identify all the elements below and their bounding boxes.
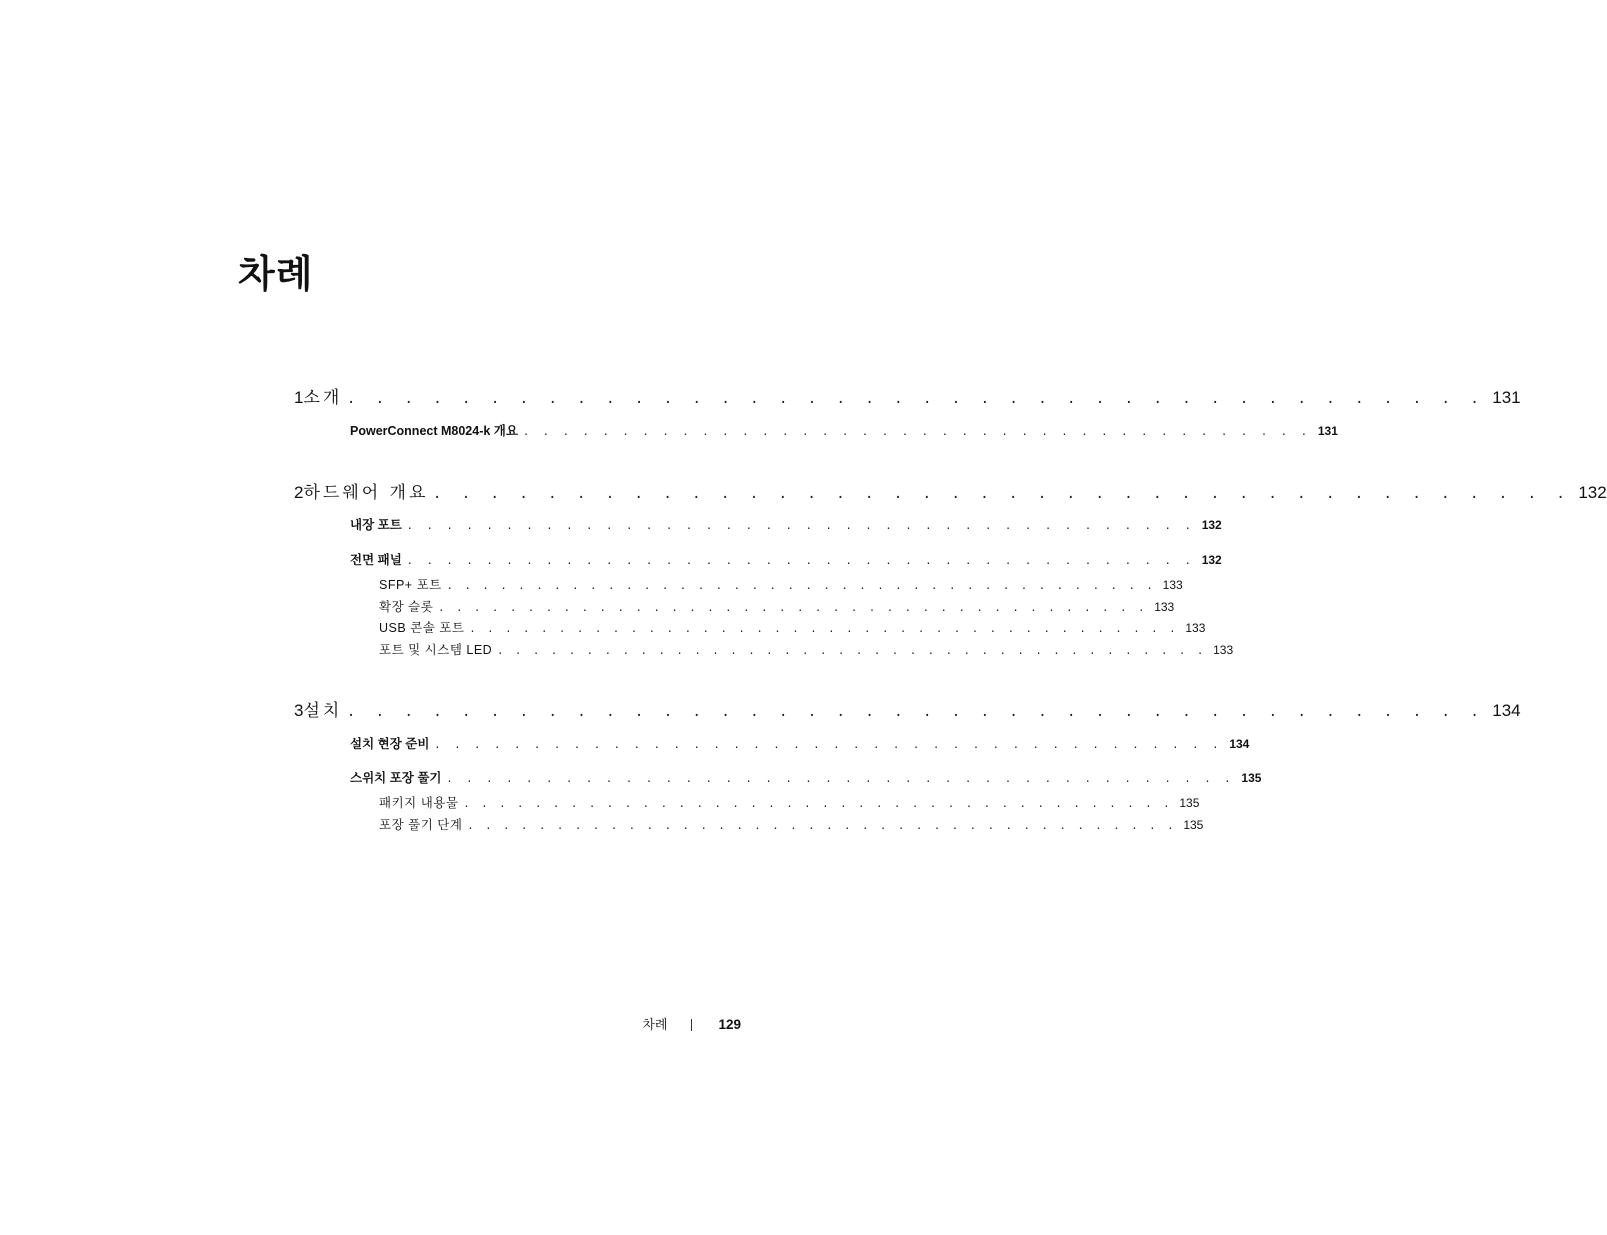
section-title: 전면 패널 — [350, 553, 402, 567]
leader-dots: . . . . . . . . . . . . . . . . . . . . . . . . . . . . . . . . . . . . . . . . — [407, 552, 1196, 567]
leader-dots: . . . . . . . . . . . . . . . . . . . . . . . . . . . . . . . . . . . . . . . . — [470, 620, 1180, 635]
subsection-page: 133 — [1213, 643, 1234, 657]
toc-subsection-2-2-2[interactable] — [379, 597, 1175, 615]
page-title: 차례 — [238, 252, 314, 296]
footer-page-number: 129 — [718, 1017, 741, 1032]
subsection-title: 포장 풀기 단계 — [379, 818, 463, 832]
toc-section-2-1[interactable] — [350, 515, 1222, 533]
section-page: 135 — [1241, 771, 1262, 785]
footer-title: 차례 — [642, 1018, 668, 1033]
toc-chapter-3[interactable] — [294, 696, 1521, 721]
leader-dots: . . . . . . . . . . . . . . . . . . . . . . . . . . . . . . . . . . . . . . . . — [468, 817, 1178, 832]
section-title: 스위치 포장 풀기 — [350, 771, 442, 785]
leader-dots: . . . . . . . . . . . . . . . . . . . . . . . . . . . . . . . . . . . . . . . . — [434, 483, 1573, 503]
section-page: 132 — [1201, 518, 1222, 532]
section-title: 내장 포트 — [350, 518, 402, 532]
toc-subsection-3-2-1[interactable] — [379, 793, 1200, 811]
toc-chapter-1[interactable] — [294, 383, 1521, 408]
chapter-page: 134 — [1492, 701, 1521, 720]
chapter-page: 132 — [1578, 483, 1607, 502]
leader-dots: . . . . . . . . . . . . . . . . . . . . . . . . . . . . . . . . . . . . . . . . — [348, 388, 1487, 408]
subsection-title: 패키지 내용물 — [379, 796, 459, 810]
subsection-page: 133 — [1154, 600, 1175, 614]
subsection-title: 확장 슬롯 — [379, 600, 434, 614]
subsection-title: SFP+ 포트 — [379, 578, 442, 592]
toc-section-2-2[interactable] — [350, 550, 1222, 568]
chapter-title: 소개 — [303, 388, 343, 408]
subsection-title: 포트 및 시스템 LED — [379, 643, 493, 657]
leader-dots: . . . . . . . . . . . . . . . . . . . . . . . . . . . . . . . . . . . . . . . . — [439, 599, 1149, 614]
toc-section-1-1[interactable] — [350, 421, 1338, 439]
toc-subsection-2-2-1[interactable] — [379, 575, 1183, 593]
leader-dots: . . . . . . . . . . . . . . . . . . . . . . . . . . . . . . . . . . . . . . . . — [523, 423, 1312, 438]
chapter-page: 131 — [1492, 388, 1521, 407]
footer-separator — [691, 1019, 692, 1031]
chapter-title: 설치 — [303, 701, 343, 721]
page-footer — [600, 1014, 741, 1033]
toc-subsection-3-2-2[interactable] — [379, 815, 1204, 833]
section-title: PowerConnect M8024-k 개요 — [350, 424, 518, 438]
leader-dots: . . . . . . . . . . . . . . . . . . . . . . . . . . . . . . . . . . . . . . . . — [348, 701, 1487, 721]
subsection-page: 133 — [1162, 578, 1183, 592]
subsection-page: 135 — [1183, 818, 1204, 832]
leader-dots: . . . . . . . . . . . . . . . . . . . . . . . . . . . . . . . . . . . . . . . . — [498, 642, 1208, 657]
subsection-page: 133 — [1185, 621, 1206, 635]
toc-subsection-2-2-4[interactable] — [379, 640, 1234, 658]
subsection-page: 135 — [1179, 796, 1200, 810]
leader-dots: . . . . . . . . . . . . . . . . . . . . . . . . . . . . . . . . . . . . . . . . — [447, 770, 1236, 785]
leader-dots: . . . . . . . . . . . . . . . . . . . . . . . . . . . . . . . . . . . . . . . . — [435, 736, 1224, 751]
leader-dots: . . . . . . . . . . . . . . . . . . . . . . . . . . . . . . . . . . . . . . . . — [407, 517, 1196, 532]
chapter-title: 하드웨어 개요 — [303, 483, 429, 503]
section-page: 131 — [1317, 424, 1338, 438]
toc-chapter-2[interactable] — [294, 478, 1607, 503]
toc-section-3-1[interactable] — [350, 734, 1250, 752]
subsection-title: USB 콘솔 포트 — [379, 621, 465, 635]
leader-dots: . . . . . . . . . . . . . . . . . . . . . . . . . . . . . . . . . . . . . . . . — [464, 795, 1174, 810]
chapter-number: 3 — [294, 701, 304, 720]
toc-section-3-2[interactable] — [350, 768, 1262, 786]
chapter-number: 1 — [294, 388, 304, 407]
chapter-number: 2 — [294, 483, 304, 502]
leader-dots: . . . . . . . . . . . . . . . . . . . . . . . . . . . . . . . . . . . . . . . . — [447, 577, 1157, 592]
toc-subsection-2-2-3[interactable] — [379, 618, 1206, 636]
section-page: 132 — [1201, 553, 1222, 567]
section-title: 설치 현장 준비 — [350, 737, 430, 751]
section-page: 134 — [1229, 737, 1250, 751]
